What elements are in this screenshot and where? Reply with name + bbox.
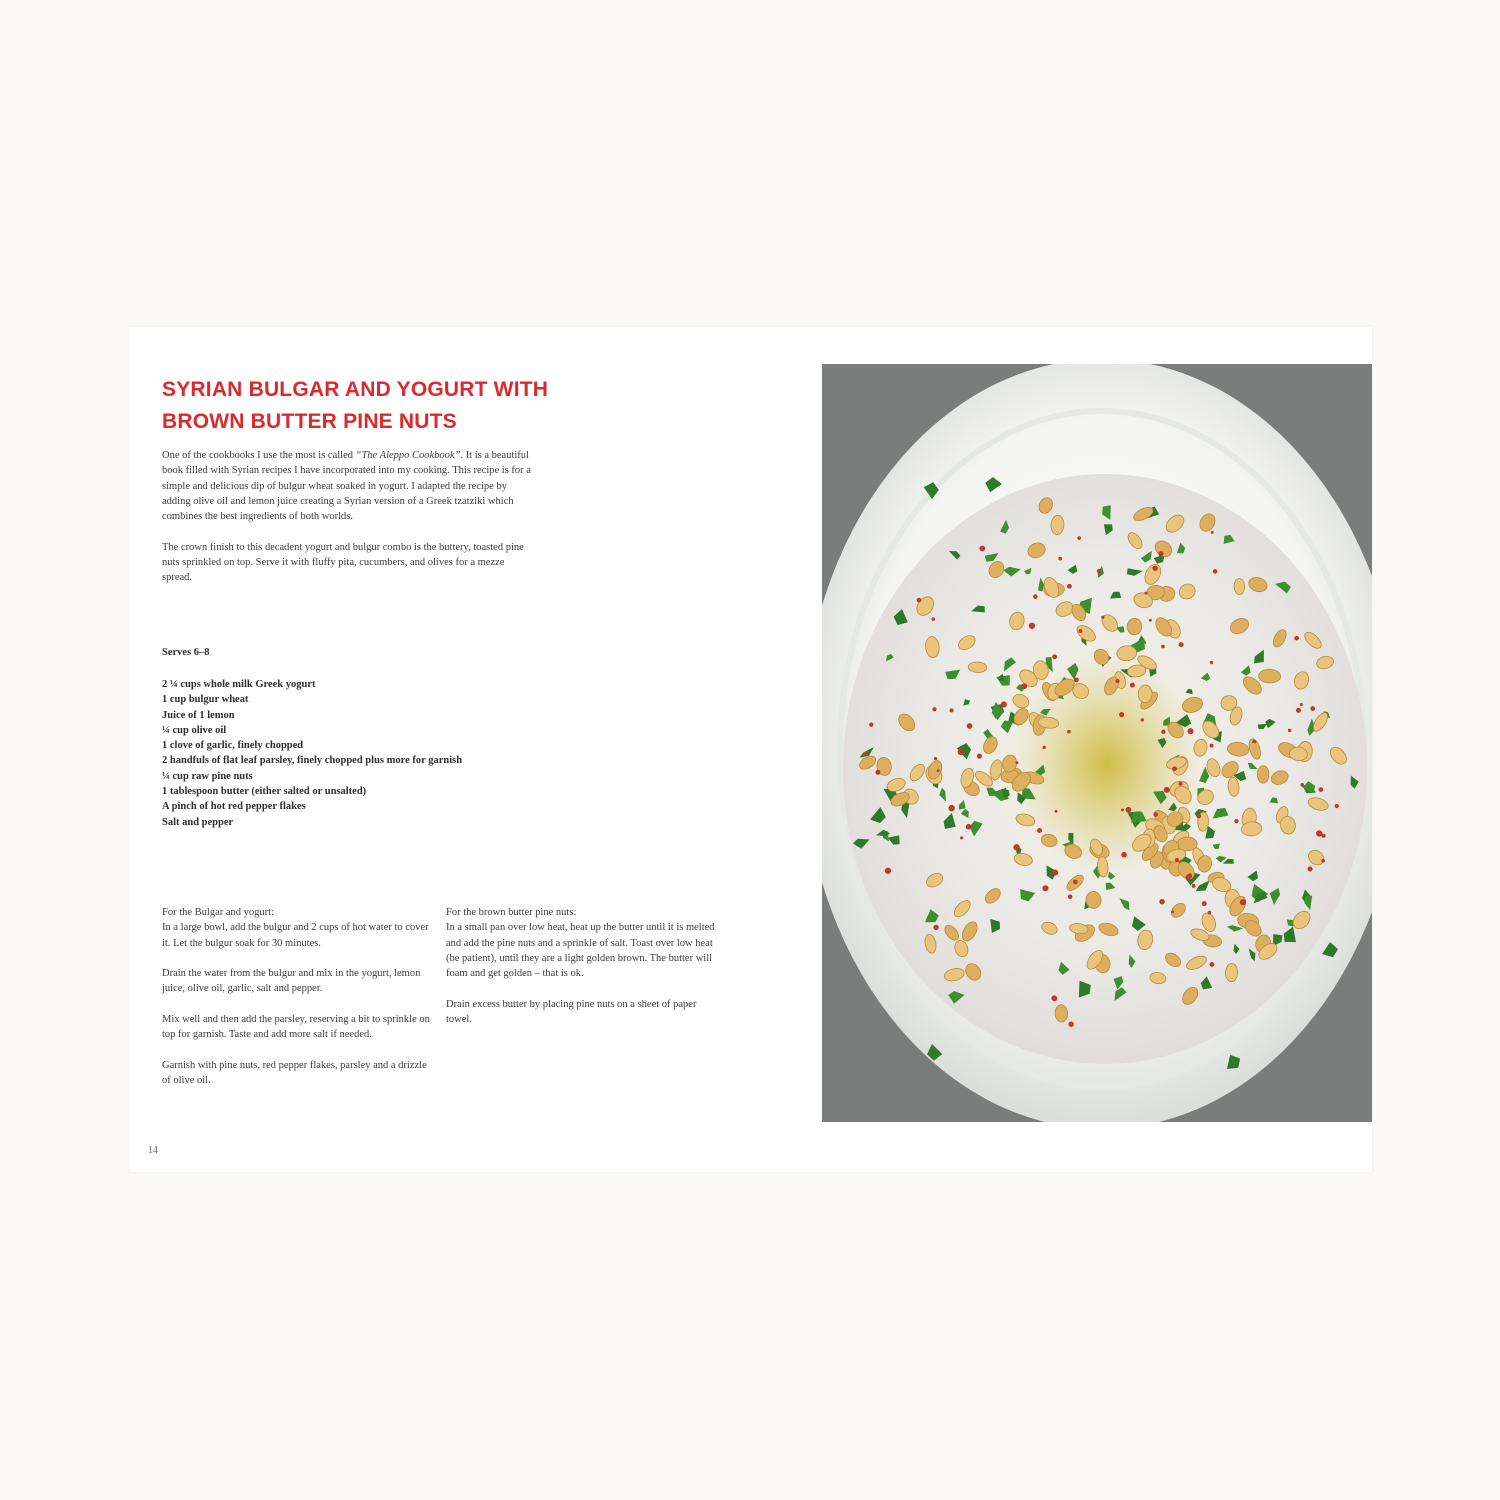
recipe-title-line-1: SYRIAN BULGAR AND YOGURT WITH bbox=[162, 378, 549, 401]
pepper-flake bbox=[1141, 718, 1144, 721]
pepper-flake bbox=[1052, 654, 1057, 659]
pepper-flake bbox=[1175, 858, 1179, 862]
method-step: Mix well and then add the parsley, reserving a bit to sprinkle on top for garnish. Taste and add more salt if needed. bbox=[162, 1014, 430, 1041]
pepper-flake bbox=[1310, 706, 1315, 711]
pepper-flake bbox=[1234, 819, 1238, 823]
pepper-flake bbox=[1161, 730, 1165, 734]
pepper-flake bbox=[917, 598, 922, 603]
pepper-flake bbox=[869, 723, 873, 727]
book-title: “The Aleppo Cookbook” bbox=[355, 450, 461, 461]
pepper-flake bbox=[1186, 875, 1191, 880]
method-bulgar-yogurt bbox=[162, 905, 432, 1104]
pepper-flake bbox=[1172, 766, 1177, 771]
pepper-flake bbox=[1159, 899, 1164, 904]
pepper-flake bbox=[1307, 866, 1312, 871]
pepper-flake bbox=[979, 546, 985, 552]
pepper-flake bbox=[1210, 744, 1214, 748]
pepper-flake bbox=[1073, 879, 1078, 884]
pepper-flake bbox=[1068, 894, 1073, 899]
pepper-flake bbox=[1097, 569, 1101, 573]
pepper-flake bbox=[1210, 661, 1213, 664]
recipe-intro bbox=[162, 448, 532, 601]
pepper-flake bbox=[1121, 852, 1127, 858]
serves-label: Serves 6–8 bbox=[162, 647, 210, 658]
pepper-flake bbox=[1213, 569, 1218, 574]
pepper-flake bbox=[1015, 761, 1018, 764]
ingredient-list bbox=[162, 677, 482, 830]
pepper-flake bbox=[1029, 623, 1035, 629]
method-heading: For the Bulgar and yogurt: bbox=[162, 907, 274, 918]
pepper-flake bbox=[1145, 591, 1148, 594]
pepper-flake bbox=[950, 708, 954, 712]
pepper-flake bbox=[937, 769, 940, 772]
pepper-flake bbox=[1294, 636, 1299, 641]
pepper-flake bbox=[1321, 859, 1325, 863]
pepper-flake bbox=[1079, 629, 1083, 633]
ingredient-item: ¼ cup raw pine nuts bbox=[162, 770, 253, 782]
pepper-flake bbox=[1152, 566, 1157, 571]
pepper-flake bbox=[1130, 683, 1135, 688]
pepper-flake bbox=[1202, 901, 1207, 906]
method-step bbox=[446, 905, 716, 981]
pepper-flake bbox=[958, 749, 964, 755]
book-spread bbox=[130, 327, 1372, 1172]
pepper-flake bbox=[934, 757, 937, 760]
pine-nut bbox=[1259, 669, 1281, 683]
pepper-flake bbox=[933, 925, 938, 930]
method-step: Garnish with pine nuts, red pepper flakes, parsley and a drizzle of olive oil. bbox=[162, 1059, 427, 1087]
ingredient-item: Salt and pepper bbox=[162, 816, 234, 828]
pepper-flake bbox=[1300, 783, 1304, 787]
pepper-flake bbox=[1179, 782, 1183, 786]
ingredient-item: 2 handfuls of flat leaf parsley, finely chopped plus more for garnish bbox=[162, 755, 463, 767]
pepper-flake bbox=[1058, 557, 1062, 561]
pepper-flake bbox=[1179, 642, 1184, 647]
pepper-flake bbox=[1158, 551, 1163, 556]
pepper-flake bbox=[1322, 834, 1326, 838]
pepper-flake bbox=[864, 752, 868, 756]
pine-nut bbox=[1234, 578, 1245, 595]
pepper-flake bbox=[1335, 804, 1339, 808]
pepper-flake bbox=[1192, 884, 1196, 888]
pepper-flake bbox=[932, 707, 936, 711]
pepper-flake bbox=[1208, 911, 1212, 915]
pepper-flake bbox=[967, 723, 973, 729]
ingredient-item: 2 ¼ cups whole milk Greek yogurt bbox=[162, 679, 316, 690]
pepper-flake bbox=[1161, 645, 1165, 649]
pepper-flake bbox=[931, 617, 935, 621]
pepper-flake bbox=[1042, 746, 1045, 749]
page-number: 14 bbox=[148, 1145, 158, 1156]
pepper-flake bbox=[1319, 787, 1324, 792]
pepper-flake bbox=[1001, 701, 1007, 707]
pepper-flake bbox=[1067, 584, 1072, 589]
pepper-flake bbox=[1042, 885, 1048, 891]
pepper-flake bbox=[1288, 729, 1292, 733]
pepper-flake bbox=[875, 770, 880, 775]
pepper-flake bbox=[1211, 531, 1214, 534]
pepper-flake bbox=[1240, 899, 1246, 905]
method-step bbox=[162, 905, 432, 951]
method-step-text: In a small pan over low heat, heat up the butter until it is melted and add the pine nuts and a sprinkle of salt. Toast over low heat (be patient), until they are a light golden brown. The butter will foam and get golden – that is ok. bbox=[446, 922, 715, 980]
pepper-flake bbox=[1074, 677, 1079, 682]
pepper-flake bbox=[948, 805, 954, 811]
recipe-title bbox=[162, 374, 622, 438]
ingredient-item: Juice of 1 lemon bbox=[162, 709, 235, 721]
pepper-flake bbox=[1300, 703, 1303, 706]
ingredient-item: ¼ cup olive oil bbox=[162, 724, 227, 736]
ingredient-item: 1 tablespoon butter (either salted or unsalted) bbox=[162, 786, 367, 798]
pine-nut bbox=[1257, 765, 1269, 783]
pepper-flake bbox=[1033, 594, 1037, 598]
pepper-flake bbox=[977, 754, 982, 759]
pepper-flake bbox=[1037, 828, 1042, 833]
pepper-flake bbox=[1149, 619, 1152, 622]
intro-text-a: One of the cookbooks I use the most is called bbox=[162, 450, 356, 461]
pepper-flake bbox=[1197, 814, 1202, 819]
pepper-flake bbox=[1013, 844, 1019, 850]
pepper-flake bbox=[1153, 812, 1158, 817]
method-step: Drain the water from the bulgur and mix in the yogurt, lemon juice, olive oil, garlic, salt and pepper. bbox=[162, 968, 421, 995]
pepper-flake bbox=[1055, 810, 1058, 813]
pepper-flake bbox=[1116, 679, 1120, 683]
pepper-flake bbox=[1316, 830, 1322, 836]
dish-photo bbox=[822, 364, 1372, 1122]
method-brown-butter-pine-nuts bbox=[446, 905, 716, 1043]
pine-nut bbox=[1225, 963, 1238, 982]
pepper-flake bbox=[1077, 536, 1081, 540]
pepper-flake bbox=[1067, 730, 1071, 734]
pepper-flake bbox=[966, 824, 972, 830]
pepper-flake bbox=[960, 836, 963, 839]
ingredient-item: 1 clove of garlic, finely chopped bbox=[162, 740, 304, 752]
method-heading: For the brown butter pine nuts: bbox=[446, 907, 577, 918]
pepper-flake bbox=[1296, 708, 1301, 713]
recipe-title-line-2: BROWN BUTTER PINE NUTS bbox=[162, 410, 457, 433]
pepper-flake bbox=[1164, 787, 1170, 793]
pepper-flake bbox=[1252, 740, 1256, 744]
pepper-flake bbox=[1188, 728, 1194, 734]
pepper-flake bbox=[885, 868, 891, 874]
pepper-flake bbox=[1052, 869, 1058, 875]
pepper-flake bbox=[1171, 910, 1174, 913]
method-step: Drain excess butter by placing pine nuts on a sheet of paper towel. bbox=[446, 998, 697, 1026]
ingredient-item: 1 cup bulgur wheat bbox=[162, 694, 249, 706]
method-step-text: In a large bowl, add the bulgur and 2 cups of hot water to cover it. Let the bulgur soak for 30 minutes. bbox=[162, 922, 429, 949]
pepper-flake bbox=[1068, 1021, 1073, 1026]
pepper-flake bbox=[1051, 995, 1057, 1001]
pepper-flake bbox=[1119, 712, 1124, 717]
ingredient-item: A pinch of hot red pepper flakes bbox=[162, 801, 306, 813]
pepper-flake bbox=[1210, 962, 1215, 967]
pepper-flake bbox=[1121, 809, 1124, 812]
intro-text-b: . It is a beautiful book filled with Syrian recipes I have incorporated into my cooking. This recipe is for a simple and delicious dip of bulgur wheat soaked in yogurt. I adapted the recipe by adding olive oil and lemon juice creating a Syrian version of a Greek tzatziki which combines the best ingredients of both worlds. bbox=[162, 450, 531, 523]
intro-paragraph-1 bbox=[162, 448, 532, 524]
pepper-flake bbox=[1126, 807, 1132, 813]
intro-paragraph-2: The crown finish to this decadent yogurt and bulgur combo is the buttery, toasted pine nuts sprinkled on top. Serve it with fluffy pita, cucumbers, and olives for a mezze spread. bbox=[162, 541, 524, 584]
pepper-flake bbox=[1101, 616, 1104, 619]
pepper-flake bbox=[1021, 683, 1027, 689]
